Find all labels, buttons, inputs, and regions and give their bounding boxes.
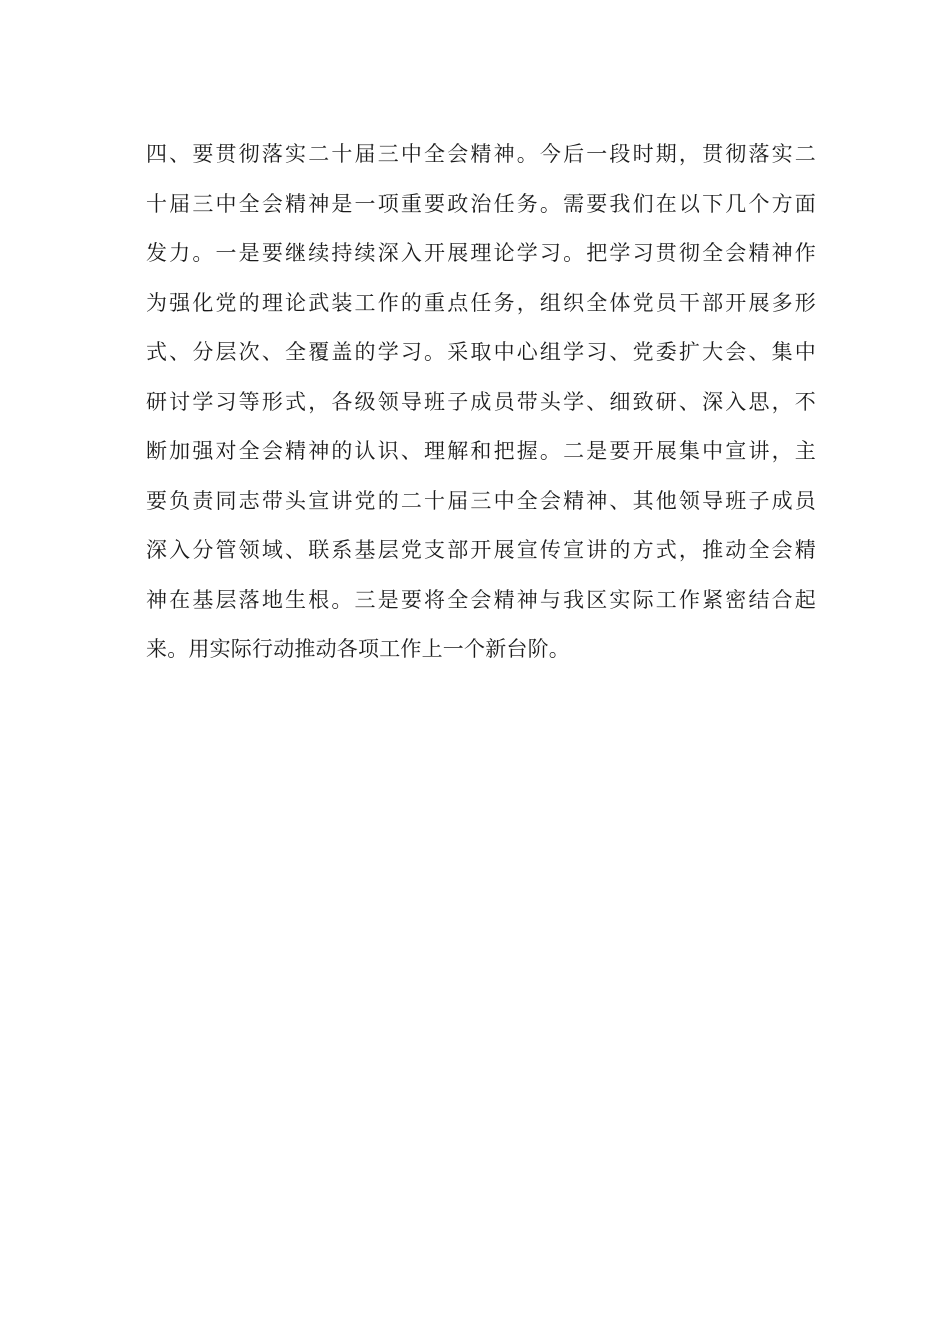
paragraph-line: 断加强对全会精神的认识、理解和把握。二是要开展集中宣讲，主 [146,439,816,463]
paragraph-line: 来。用实际行动推动各项工作上一个新台阶。 [146,637,570,661]
paragraph-line: 十届三中全会精神是一项重要政治任务。需要我们在以下几个方面 [146,191,816,216]
paragraph-line: 深入分管领域、联系基层党支部开展宣传宣讲的方式，推动全会精 [146,538,816,562]
paragraph-line: 发力。一是要继续持续深入开展理论学习。把学习贯彻全会精神作 [146,241,816,265]
paragraph-line: 研讨学习等形式，各级领导班子成员带头学、细致研、深入思，不 [146,389,816,414]
paragraph-line: 要负责同志带头宣讲党的二十届三中全会精神、其他领导班子成员 [146,488,816,513]
paragraph-line: 为强化党的理论武装工作的重点任务，组织全体党员干部开展多形 [146,290,816,315]
paragraph-line: 式、分层次、全覆盖的学习。采取中心组学习、党委扩大会、集中 [146,340,816,364]
paragraph-line: 神在基层落地生根。三是要将全会精神与我区实际工作紧密结合起 [146,587,816,612]
body-paragraph [146,130,816,675]
paragraph-line: 四、要贯彻落实二十届三中全会精神。今后一段时期，贯彻落实二 [146,142,816,166]
